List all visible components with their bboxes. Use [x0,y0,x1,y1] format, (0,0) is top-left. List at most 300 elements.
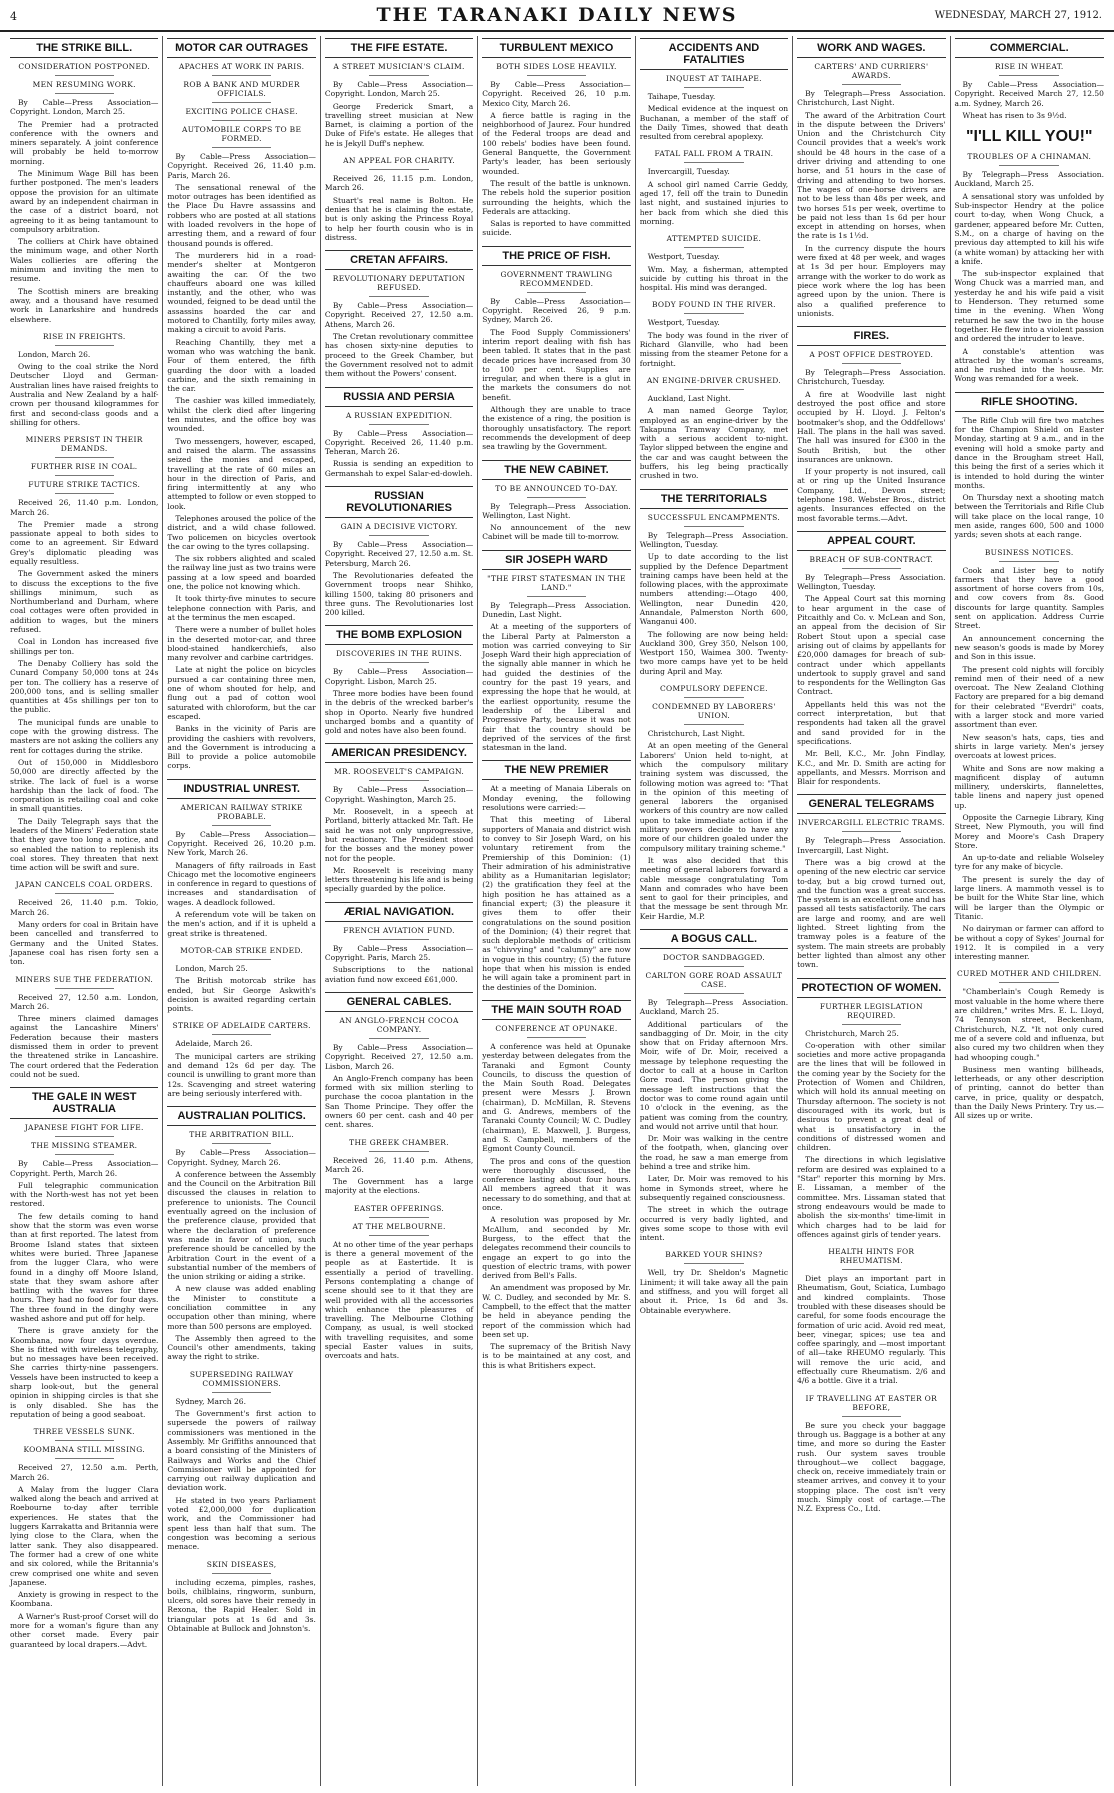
paragraph: By Cable—Press Association—Copyright. Lisbon, March 25. [324,667,474,686]
divider [369,939,428,940]
column-5 [636,36,793,1786]
subheading: THREE VESSELS SUNK. [33,1427,135,1437]
paragraph: Westport, Tuesday. [647,318,720,328]
paragraph: The British motorcab strike has ended, but Sir George Askwith's decision is awaited regarding certain points. [167,976,316,1014]
paragraph: By Cable—Press Association—Copyright. Washington, March 25. [324,785,474,804]
article-heading: THE BOMB EXPLOSION [325,625,473,645]
paragraph: By Telegraph—Press Association. Christchurch, Tuesday. [797,368,946,387]
divider [55,457,114,458]
subheading: BREACH OF SUB-CONTRACT. [809,554,934,564]
subheading: "THE FIRST STATESMAN IN THE LAND." [487,573,626,592]
article-heading: GENERAL TELEGRAMS [797,794,945,814]
divider [369,662,428,663]
article-heading: THE NEW CABINET. [482,460,630,480]
article [640,38,788,141]
paragraph: The pros and cons of the question were thoroughly discussed, the conference lasting about four hours. All members agreed that it was necessary to do something, and that at once. [482,1156,631,1213]
article [640,376,788,481]
article-heading: AMERICAN PRESIDENCY. [325,743,473,763]
article [325,992,473,1130]
paragraph: By Telegraph—Press Association. Wellington, Tuesday. [639,530,789,549]
article [640,489,788,676]
paragraph: A resolution was proposed by Mr. McAllum, and seconded by Mr. Burgess, to the effect that the delegates recommend their councils to engage an expert to go into the question of electric trams, with power derived from Bell's Falls. [482,1215,631,1281]
paragraph: The murderers hid in a road-mender's shelter at Montgeron awaiting the car. Of the two chauffeurs aboard one was killed instantly, and the other, who was wounded, feigned to be dead until the assassins hoarded the car and motored to Chantilly, forty miles away, making a circuit to avoid Paris. [167,250,316,335]
divider [369,75,428,76]
divider [212,1392,271,1393]
paragraph: A new clause was added enabling the Minister to constitute a conciliation committee in any occupation other than mining, where more than 500 persons are employed. [167,1284,316,1331]
subheading: STRIKE OF ADELAIDE CARTERS. [172,1021,311,1031]
article [955,969,1104,1120]
article [482,246,630,452]
article-heading: WORK AND WAGES. [797,38,945,58]
divider [842,568,901,569]
paragraph: Russia is sending an expedition to Germanshah to expel Salar-ed-dowleh. [324,459,474,478]
paragraph: The supremacy of the British Navy is to be maintained at any cost, and this is what Britishers expect. [482,1342,631,1370]
paragraph: Mr. Roosevelt, in a speech at Portland, bitterly attacked Mr. Taft. He said he was not only unprogressive, but reactionary. The President stood for the bosses and the money power not for the people. [324,807,474,863]
subheading: TO BE ANNOUNCED TO-DAY. [495,483,618,493]
subheading: DISCOVERIES IN THE RUINS. [336,649,463,659]
paragraph: Received 26, 11.15 p.m. London, March 26. [324,174,474,193]
paragraph: George Frederick Smart, a travelling street musician at New Barnet, is claiming a portion of the Duke of Fife's estate. He alleges that he is Jekyll Duff's nephew. [324,101,474,148]
paragraph: There were a number of bullet holes in the deserted motor-car, and three blood-stained handkerchiefs, also many revolver and carbine cartridges. [167,625,316,663]
paragraph: By Telegraph—Press Association. Auckland, March 25. [954,170,1104,189]
article-heading: GENERAL CABLES. [325,992,473,1012]
article [640,684,788,921]
paragraph: By Telegraph—Press Association. Dunedin, Last Night. [482,600,631,619]
divider [212,1143,271,1144]
divider [55,345,114,346]
paragraph: By Cable—Press Association—Copyright. Received 27, 12.50 a.m. Lisbon, March 26. [324,1042,474,1071]
divider [55,988,114,989]
divider [999,165,1059,166]
subheading: MINERS SUE THE FEDERATION. [15,974,154,984]
newspaper-title: THE TARANAKI DAILY NEWS [376,4,738,26]
paragraph: Later, Dr. Moir was removed to his home in Symonds street, where he subsequently regained consciousness. [639,1174,789,1202]
divider [527,596,586,597]
article-heading: THE MAIN SOUTH ROAD [482,1000,630,1020]
subheading: CONDEMNED BY LABORERS' UNION. [652,702,776,721]
paragraph: The street in which the outrage occurred is very badly lighted, and gives some scope to those with evil intent. [639,1205,789,1243]
divider [55,1440,114,1441]
subheading: EASTER OFFERINGS. [354,1203,445,1213]
paragraph: If your property is not insured, call at or ring up the United Insurance Company, Ltd., Devon street; telephone 198. Webster Bros., district agents. Insurances effected on the most favorable terms.—Advt. [797,467,946,523]
paragraph: The present cold nights will forcibly remind men of their need of a new overcoat. The New Zealand Clothing Factory are prepared for a big demand for their celebrated "Everdri" coats, with a larger stock and more varied assortment than ever. [954,664,1104,730]
divider [527,1037,586,1038]
paragraph: Adelaide, March 26. [175,1039,253,1049]
article [797,794,945,969]
paragraph: By Cable—Press Association—Copyright. Received 26, 10 p.m. Mexico City, March 26. [482,80,631,108]
divider [684,993,743,994]
paragraph: Taihape, Tuesday. [647,92,716,101]
paragraph: It took thirty-five minutes to secure telephone connection with Paris, and at the terminus the men escaped. [167,594,316,622]
divider [369,780,428,781]
divider [527,75,586,76]
paragraph: The Appeal Court sat this morning to hear argument in the case of Pitcaithly and Co. v. McLean and Son, an appeal from the decision of Sir Robert Stout upon a special case arising out of claims by appellants for £20,000 damages for breach of sub-contract under which appellants undertook to supply gravel and sand to respondents for the Wellington Gas Contract. [797,594,946,697]
divider [527,292,586,293]
paragraph: The Daily Telegraph says that the leaders of the Miners' Federation state that they gave too long a notice, and so enabled the nation to replenish its coal stores. They threaten that next time action will be swift and sure. [10,816,159,873]
article [167,1021,315,1098]
paragraph: That this meeting of Liberal supporters of Manaia and district wish to convey to Sir Joseph Ward, on his voluntary retirement from the Premiership of this Dominion: (1) Their admiration of his administrative ability as a Humanitarian legislator; (2) the gratification they feel at the high position he has attained as a financial expert; (3) the pleasure it gives them to offer their congratulations on the sound position of the Dominion; (4) their regret that such deplorable methods of criticism as "chivvying" and "calumny" are now in vogue in this country; (5) the future hope that when his mission is ended he will again take a prominent part in the destinies of the Dominion. [482,815,631,992]
paragraph: Received 26, 11.40 p.m. Athens, March 26. [324,1155,474,1174]
paragraph: Stuart's real name is Bolton. He denies that he is claiming the estate, but is only asking the Princess Royal to help her fourth cousin who is in distress. [324,195,474,242]
divider [684,389,743,390]
paragraph: At an open meeting of the General Laborers' Union held to-night, at which the compulsory military training system was discussed, the following motion was agreed to: "That in the opinion of this meeting of general laborers the organised workers of this country are now called upon to take immediate action if the military powers decide to have any more of our children goaled under the compulsory military training scheme." [639,741,789,853]
subheading: TROUBLES OF A CHINAMAN. [967,152,1092,162]
paragraph: The municipal carters are striking and demand 12s 6d per day. The council is unwilling to grant more than 12s. Scavenging and street watering are being seriously interfered with. [167,1051,316,1098]
article [482,550,630,753]
divider [55,1154,114,1155]
paragraph: Two messengers, however, escaped, and raised the alarm. The assassins seized the monies and escaped, travelling at the rate of 60 miles an hour in the direction of Paris, and firing intermittently at any who attempted to follow or even stopped to look. [167,436,316,511]
subheading: JAPAN CANCELS COAL ORDERS. [15,880,153,890]
subheading: SKIN DISEASES, [206,1559,277,1569]
paragraph: Telephones aroused the police of the district, and a wild chase followed. Two policemen on bicycles overtook the car owing to the tyres collapsing. [167,513,316,551]
article [797,326,945,523]
paragraph: The present is surely the day of large liners. A mammoth vessel is to be built for the White Star line, which will be larger than the Olympic or Titanic. [954,874,1104,921]
divider [212,1573,271,1574]
paragraph: Many orders for coal in Britain have been cancelled and transferred to Germany and the United States. Japanese coal has risen forty sen a ton. [10,920,159,967]
paragraph: Wheat has risen to 3s 9½d. [962,110,1067,120]
paragraph: New season's hats, caps, ties and shirts in large variety. Men's jersey overcoats at lowest prices. [954,732,1104,761]
paragraph: Full telegraphic communication with the North-west has not yet been restored. [10,1180,159,1209]
article-heading: SIR JOSEPH WARD [482,550,630,570]
paragraph: Late at night the police on bicycles pursued a car containing three men, one of whom shouted for help, and flung out a pad of cotton wool saturated with chloroform, but the car escaped. [167,665,316,721]
subheading: AN APPEAL FOR CHARITY. [343,156,455,166]
paragraph: The Cretan revolutionary committee has chosen sixty-nine deputies to proceed to the Greek Chamber, but the Government resolved not to admit them without the Powers' consent. [324,332,474,379]
paragraph: Invercargill, Tuesday. [647,167,730,177]
article-heading: THE STRIKE BILL. [10,38,158,58]
paragraph: By Cable—Press Association—Copyright. Received 26, 11.40 p.m. Teheran, March 26. [324,428,474,457]
divider [369,1235,428,1236]
article [10,38,158,324]
paragraph: By Cable—Press Association—Copyright. Received March 27, 12.50 a.m. Sydney, March 26. [954,80,1104,108]
subheading: ATTEMPTED SUICIDE. [666,234,762,244]
divider [55,475,114,476]
subheading: AMERICAN RAILWAY STRIKE PROBABLE. [180,802,303,821]
subheading: CARTERS' AND CURRIERS' AWARDS. [814,62,929,80]
paragraph: Up to date according to the list supplied by the Defence Department training camps have been held at the following places, with the approximate numbers attending:—Otago 400, Wellington, near Dunedin 420, Annandale, Palmerston North 600, Wanganui 400. [639,552,789,627]
article [797,978,945,1240]
subheading: RISE IN FREIGHTS. [42,331,126,341]
subheading: COMPULSORY DEFENCE. [659,684,768,694]
subheading: FURTHER LEGISLATION REQUIRED. [819,1001,923,1020]
paragraph: Subscriptions to the national aviation fund now exceed £61,000. [324,965,474,984]
divider [684,966,743,967]
subheading: A RUSSIAN EXPEDITION. [345,410,453,420]
paragraph: Anxiety is growing in respect to the Koombana. [10,1590,159,1609]
article [640,929,788,1242]
paragraph: The sub-inspector explained that Wong Chuck was a married man, and yesterday he and his wife paid a visit to Henderson. They returned some time in the evening. When Wong returned he saw the two in the house together. He flew into a violent passion and ordered the intruder to leave. [954,269,1104,344]
paragraph: The colliers at Chirk have obtained the minimum wage, and other North Wales collieries are offering the minimum and inviting the men to resume. [10,237,159,284]
paragraph: An up-to-date and reliable Wolseley tyre for any make of bicycle. [954,853,1104,872]
divider [999,561,1059,562]
paragraph: It was also decided that this meeting of general laborers forward a cable message congratulating Tom Mann and comrades who have been sent to gaol for their principles, and that the message be sent through Mr. Keir Hardie, M.P. [639,855,789,921]
column-1 [6,36,163,1786]
subheading: KOOMBANA STILL MISSING. [23,1445,145,1455]
article [325,250,473,378]
article [325,486,473,617]
article-heading: THE NEW PREMIER [482,760,630,780]
article [640,1250,788,1314]
divider [684,247,743,248]
paragraph: By Telegraph—Press Association. Auckland, March 25. [639,998,789,1017]
paragraph: A school girl named Carrie Geddy, aged 17, fell off the train to Dunedin last night, and sustained injuries to her back from which she died this morning. [639,179,789,226]
subheading: FRENCH AVIATION FUND. [343,925,455,935]
paragraph: The sensational renewal of the motor outrages has been identified as the Place Du Havre assassins and robbers who are posted at all stations with loaded revolvers in the hope of arresting them, and a reward of four thousand pounds is offered. [167,182,316,248]
paragraph: By Telegraph—Press Association. Christchurch, Last Night. [797,89,946,108]
article [10,975,158,1080]
paragraph: Received 27, 12.50 a.m. London, March 26. [10,992,159,1011]
article-heading: THE FIFE ESTATE. [325,38,473,58]
subheading: SUPERSEDING RAILWAY COMMISSIONERS. [189,1369,294,1388]
paragraph: By Cable—Press Association—Copyright. Paris, March 25. [324,943,474,963]
paragraph: The few details coming to hand show that the storm was even worse than at first reported. The latest from Broome Island states that sixteen whites were buried. Three Japanese from the lugger Clara, who were found in a dinghy off Moore Island, state that they swam ashore after battling with the waves for three hours. They had no food for four days. The three found in the dinghy were washed ashore and put off for help. [10,1211,159,1323]
paragraph: Coal in London has increased five shillings per ton. [10,637,159,656]
subheading: GOVERNMENT TRAWLING RECOMMENDED. [500,269,613,288]
divider [55,75,114,76]
paragraph: Business men wanting billheads, letterheads, or any other description of printing, cannot do better than carve, in price, quality or despatch, than the Daily News Printery. Try us.—All sizes up or write. [954,1064,1104,1121]
paragraph: Salas is reported to have committed suicide. [482,219,631,238]
subheading: RISE IN WHEAT. [994,62,1064,71]
subheading: THE GREEK CHAMBER. [349,1137,449,1147]
paragraph: By Cable—Press Association—Copyright. Received 26, 11.40 p.m. Paris, March 26. [167,152,316,180]
article [325,1204,473,1361]
divider [369,296,428,297]
divider [842,831,901,832]
paragraph: The Minimum Wage Bill has been further postponed. The men's leaders oppose the provision for an ultimate award by an independent chairman in the case of a district board, not agreeing to it as being tantamount to compulsory arbitration. [10,169,159,234]
paragraph: The following are now being held: Auckland 300, Grey 350, Nelson 100, Westport 150, Waimea 300. Twenty-two more camps have yet to be held during April and May. [639,629,789,676]
subheading: SUCCESSFUL ENCAMPMENTS. [647,512,781,522]
article-heading: CRETAN AFFAIRS. [325,250,473,270]
paragraph: Be sure you check your baggage through us. Baggage is a bother at any time, and more so during the Easter rush. Our system saves trouble throughout—we collect baggage, check on, receive immediately train or steamer arrives, and convey it to your stopping place. The cost isn't very much. Simply cost of cartage.—The N.Z. Express Co., Ltd. [797,1420,946,1514]
paragraph: A referendum vote will be taken on the men's action, and if it is upheld a great strike is threatened. [167,910,316,938]
subheading: FURTHER RISE IN COAL. [30,462,138,472]
divider [842,1416,901,1417]
paragraph: The Government asked the miners to discuss the exceptions to the five shillings minimum, such as Northumberland and Durham, where coal cottages were often provided in addition to wages, but the miners refused. [10,569,159,635]
paragraph: A fierce battle is raging in the neighborhood of Jaurez. Four hundred of the Federal troops are dead and 100 rebels' bodies have been found. General Banquette, the Government Party's leader, has been seriously wounded. [482,110,631,176]
subheading: BODY FOUND IN THE RIVER. [651,300,776,310]
subheading: GAIN A DECISIVE VICTORY. [340,522,458,532]
paragraph: The Rifle Club will fire two matches for the Champion Shield on Easter Monday, starting at 9 a.m., and in the evening will hold a smoke party and dance in the Brougham street Hall, this being the first of a series which it is intended to hold during the winter months. [954,415,1104,490]
paragraph: The Premier had a protracted conference with the owners and miners separately. A joint conference will probably be held to-morrow morning. [10,119,159,166]
article-heading: RIFLE SHOOTING. [955,392,1104,412]
divider [684,724,743,725]
paragraph: Received 26, 11.40 p.m. Tokio, March 26. [10,898,159,917]
divider [999,75,1059,76]
paragraph: Three miners claimed damages against the Lancashire Miners' Federation because their masters dismissed them in order to prevent the threatened strike in Lancashire. The court ordered that the Federation could not be sued. [10,1014,159,1079]
article [10,435,158,872]
paragraph: White and Sons are now making a magnificent display of autumn millinery, underskirts, flannelettes, table linens and napery just opened up. [954,763,1104,810]
divider [369,1151,428,1152]
article [482,38,630,238]
article [482,1000,630,1370]
paragraph: A man named George Taylor, employed as an engine-driver by the Takapuna Tramway Company, met with a serious accident to-night. Taylor slipped between the engine and the car and was caught between the buffers, his leg being practically crushed in two. [639,406,789,481]
divider [55,893,114,894]
paragraph: Wm. May, a fisherman, attempted suicide by cutting his throat in the hospital. His mind was deranged. [639,264,789,293]
paragraph: By Cable—Press Association—Copyright. Sydney, March 26. [167,1148,316,1167]
article [167,946,315,1013]
paragraph: Co-operation with other similar societies and more active propaganda are the lines that will be followed in the coming year by the Society for the Protection of Women and Children, which will hold its annual meeting on Thursday afternoon. The society is not discouraged with its work, but is desirous to prevent a great deal of what is unsatisfactory in the conditions of distressed women and children. [797,1040,946,1153]
divider [369,1038,428,1039]
subheading: FUTURE STRIKE TACTICS. [28,480,141,490]
paragraph: Mr. Bell, K.C., Mr. John Findlay, K.C., and Mr. D. Smith are acting for appellants, and Messrs. Morrison and Blair for respondents. [797,749,946,787]
divider [842,84,901,85]
paragraph: By Cable—Press Association—Copyright. London, March 25. [324,80,474,99]
paragraph: Auckland, Last Night. [647,393,731,403]
subheading: MINERS PERSIST IN THEIR DEMANDS. [25,435,143,454]
divider [212,147,271,148]
article [167,779,315,938]
paragraph: Received 26, 11.40 p.m. London, March 26. [10,498,159,517]
masthead [0,0,1114,32]
paragraph: Although they are unable to trace the existence of a ring, the position is thoroughly unsatisfactory. The report recommends the development of deep sea trawling by the Government. [482,405,631,452]
paragraph: The Scottish miners are breaking away, and a thousand have resumed work in Lanarkshire and hundreds elsewhere. [10,286,159,324]
divider [212,959,271,960]
divider [55,1136,114,1137]
article [325,156,473,242]
article-heading: FIRES. [797,326,945,346]
paragraph: There is grave anxiety for the Koombana, now four days overdue. She is fitted with wireless telegraphy, but no messages have been received. She carries thirty-nine passengers. Vessels have been instructed to keep a sharp look-out, but the general opinion in shipping circles is that she is only disabled. She has the reputation of being a good seaboat. [10,1326,159,1419]
article [955,128,1104,384]
paragraph: No announcement of the new Cabinet will be made till to-morrow. [482,523,631,542]
paragraph: Additional particulars of the sandbagging of Dr. Moir, in the city show that on Friday afternoon Mrs. Moir, wife of Dr. Moir, received a message by telephone requesting the doctor to call at a house in Carlton Gore road. The person giving the message left instructions that the doctor was to come round again until 10 o'clock in the evening, as the patient was coming from the country, and would not arrive until that hour. [639,1019,789,1131]
article-heading: AUSTRALIAN POLITICS. [167,1106,315,1126]
article [10,1427,158,1649]
divider [212,825,271,826]
article [10,880,158,966]
subheading: CONFERENCE AT OPUNAKE. [495,1023,618,1033]
paragraph: London, March 25. [175,963,248,973]
paragraph: Owing to the coal strike the Nord Deutscher Lloyd and German-Australian lines have raised freights to Australia and New Zealand by a half-crown per thousand kilogrammes for first and second-class goods and a shilling for others. [10,362,159,427]
article-heading: PROTECTION OF WOMEN. [797,978,945,998]
column-2 [163,36,320,1786]
column-3 [321,36,478,1786]
paragraph: The cashier was killed immediately, whilst the clerk died after lingering ten minutes, and the office boy was wounded. [167,396,316,434]
article-heading: THE GALE IN WEST AUSTRALIA [10,1087,158,1119]
column-6 [793,36,950,1786]
article [797,531,945,787]
paragraph: A constable's attention was attracted by the woman's screams, and he rushed into the house. Mr. Wong was remanded for a week. [954,346,1104,384]
subheading: EXCITING POLICE CHASE. [185,107,298,116]
article [325,625,473,735]
divider [842,363,901,364]
paragraph: Appellants held this was not the correct interpretation, but that respondents had taken all the gravel and sand provided for in the specifications. [797,699,946,746]
paragraph: The Assembly then agreed to the Council's other amendments, taking away the right to strike. [167,1333,316,1362]
paragraph: The Denaby Colliery has sold the Cunard Company 50,000 tons at 24s per ton. The colliery has a reserve of 200,000 tons, and is selling smaller quantities at 45s shillings per ton to the public. [10,658,159,715]
subheading: THE MISSING STEAMER. [31,1141,138,1151]
subheading: CONSIDERATION POSTPONED. [18,62,151,71]
article-heading: TURBULENT MEXICO [482,38,630,58]
paragraph: An announcement concerning the new season's goods is made by Morey and Son in this issue. [954,633,1104,662]
paragraph: The body was found in the river of Richard Glanville, who had been missing from the steamer Petone for a fortnight. [639,330,789,368]
paragraph: A fire at Woodville last night destroyed the post office and store occupied by H. Lloyd. J. Felton's bootmaker's shop, and the Oddfellows' Hall. The plans in the hall was saved. The hall was insured for £300 in the South British, but the other insurances are unknown. [797,389,946,464]
article [640,300,788,367]
article-heading: ÆRIAL NAVIGATION. [325,902,473,922]
divider [684,313,743,314]
divider [212,102,271,103]
article [797,38,945,318]
divider [369,169,428,170]
subheading: BARKED YOUR SHINS? [665,1250,763,1260]
article [167,1560,315,1634]
article [482,760,630,992]
paragraph: London, March 26. [18,349,91,359]
paragraph: The six robbers alighted and scaled the railway line just as two trains were passing at a low speed and boarded one, the police not knowing which. [167,554,316,592]
paragraph: The result of the battle is unknown. The rebels hold the superior position surrounding the heights, which the Federals are attacking. [482,178,631,216]
paragraph: By Cable—Press Association—Copyright. Received 27, 12.50 a.m. Athens, March 26. [324,301,474,329]
divider [684,87,743,88]
article [325,902,473,984]
article-heading: RUSSIA AND PERSIA [325,387,473,407]
paragraph: By Telegraph—Press Association. Invercargill, Last Night. [797,836,946,855]
paragraph: The Revolutionaries defeated the Government troops near Shihko, killing 1500, taking 80 prisoners and three guns. The Revolutionaries lost 200 killed. [324,570,474,618]
divider [684,1263,743,1264]
paragraph: By Telegraph—Press Association. Wellington, Tuesday. [797,572,946,592]
article [10,1087,158,1419]
paragraph: By Cable—Press Association—Copyright. Perth, March 26. [10,1159,159,1178]
subheading: AN ANGLO-FRENCH COCOA COMPANY. [339,1015,459,1034]
subheading: AN ENGINE-DRIVER CRUSHED. [646,375,781,385]
article-heading: THE TERRITORIALS [640,489,788,509]
article [325,38,473,148]
paragraph: A Malay from the lugger Clara walked along the beach and arrived at Roebourne to-day after terrible experiences. He states that the luggers Karrakatta and Britannia were lying close to the Clara, when the latter sank. They also disappeared. The former had a crew of one white and six colored, while the Britannia's crew comprised one white and seven Japanese. [10,1484,159,1587]
article-heading: COMMERCIAL. [955,38,1104,58]
subheading: JAPANESE FIGHT FOR LIFE. [24,1123,144,1133]
paragraph: The Premier made a strong passionate appeal to both sides to come to an agreement. Sir Edward Grey's diplomatic pleading was equally resultless. [10,519,159,566]
article-heading: RUSSIAN REVOLUTIONARIES [325,486,473,518]
subheading: CARLTON GORE ROAD ASSAULT CASE. [645,971,783,989]
subheading: AUTOMOBILE CORPS TO BE FORMED. [182,125,302,143]
paragraph: At a meeting of Manaia Liberals on Monday evening, the following resolutions were carried:— [482,784,631,813]
paragraph: Banks in the vicinity of Paris are providing the cashiers with revolvers, and the Government is introducing a Bill to provide a police automobile corps. [167,724,316,771]
article-heading: ACCIDENTS AND FATALITIES [640,38,788,70]
subheading: INVERCARGILL ELECTRIC TRAMS. [797,818,945,828]
divider [842,1269,901,1270]
subheading: THE ARBITRATION BILL. [189,1130,295,1140]
paragraph: Sydney, March 26. [175,1396,246,1406]
article [325,1138,473,1196]
article-heading: A BOGUS CALL. [640,929,788,949]
article [482,460,630,542]
paragraph: By Cable—Press Association—Copyright. Received 27, 12.50 a.m. St. Petersburg, March 26. [324,540,474,568]
article [10,332,158,427]
article-heading: INDUSTRIAL UNREST. [167,779,315,799]
subheading: MOTOR-CAB STRIKE ENDED. [180,945,304,955]
paragraph: Dr. Moir was walking in the centre of the footpath, when, glancing over the road, he saw a man emerge from behind a tree and strike him. [639,1134,789,1172]
subheading: REVOLUTIONARY DEPUTATION REFUSED. [332,274,466,293]
divider [684,526,743,527]
divider [212,1034,271,1035]
divider [684,162,743,163]
subheading: ROB A BANK AND MURDER OFFICIALS. [183,80,300,98]
paragraph: Out of 150,000 in Middlesboro 50,000 are directly affected by the strike. The lack of fuel is a worse hardship than the lack of food. The corporation is retailing coal and coke in small quantities. [10,757,159,814]
subheading: MR. ROOSEVELT'S CAMPAIGN. [334,767,465,777]
paragraph: An Anglo-French company has been formed with six million sterling to purchase the cocoa plantation in the San Thome Principe. They offer the owners 60 per cent. cash and 40 per cent. shares. [324,1073,474,1130]
paragraph: Westport, Tuesday. [647,252,720,262]
subheading: A POST OFFICE DESTROYED. [809,350,934,360]
divider [212,75,271,76]
article [167,1106,315,1362]
article [955,38,1104,120]
paragraph: Diet plays an important part in Rheumatism, Gout, Sciatica, Lumbago and kindred complaints. Those troubled with these diseases should be careful, for some foods encourage the formation of uric acid. Avoid red meat, beer, vinegar, spices; use tea and coffee sparingly, and —most important of all—take RHEUMO regularly. This will remove the uric acid, and effectually cure Rheumatism. 2/6 and 4/6 a bottle. Give it a trial. [797,1274,946,1386]
divider [684,697,743,698]
column-7 [951,36,1108,1786]
article [955,392,1104,540]
issue-date: WEDNESDAY, MARCH 27, 1912. [934,10,1102,21]
subheading: BOTH SIDES LOSE HEAVILY. [496,62,617,71]
paragraph: The Government's first action to supersede the powers of railway commissioners was mentioned in the Assembly. Mr Griffiths announced that a board consisting of the Ministers of Railways and Works and the Chief Commissioner will be appointed for carrying out railway duplication and deviation work. [167,1409,316,1493]
divider [369,1217,428,1218]
paragraph: A conference between the Assembly and the Council on the Arbitration Bill discussed the clauses in relation to preference to unionists. The Council eventually agreed on the inclusion of the preference clause, provided that where the declaration of preference was made in favor of union, such preference should be cancelled by the Arbitration Court in the event of a substantial number of the members of the union striking or aiding a strike. [167,1169,316,1282]
paragraph: On Thursday next a shooting match between the Territorials and Rifle Club will take place on the local range, 10 men aside, ranges 600, 500 and 1000 yards; seven shots at each range. [954,493,1104,540]
